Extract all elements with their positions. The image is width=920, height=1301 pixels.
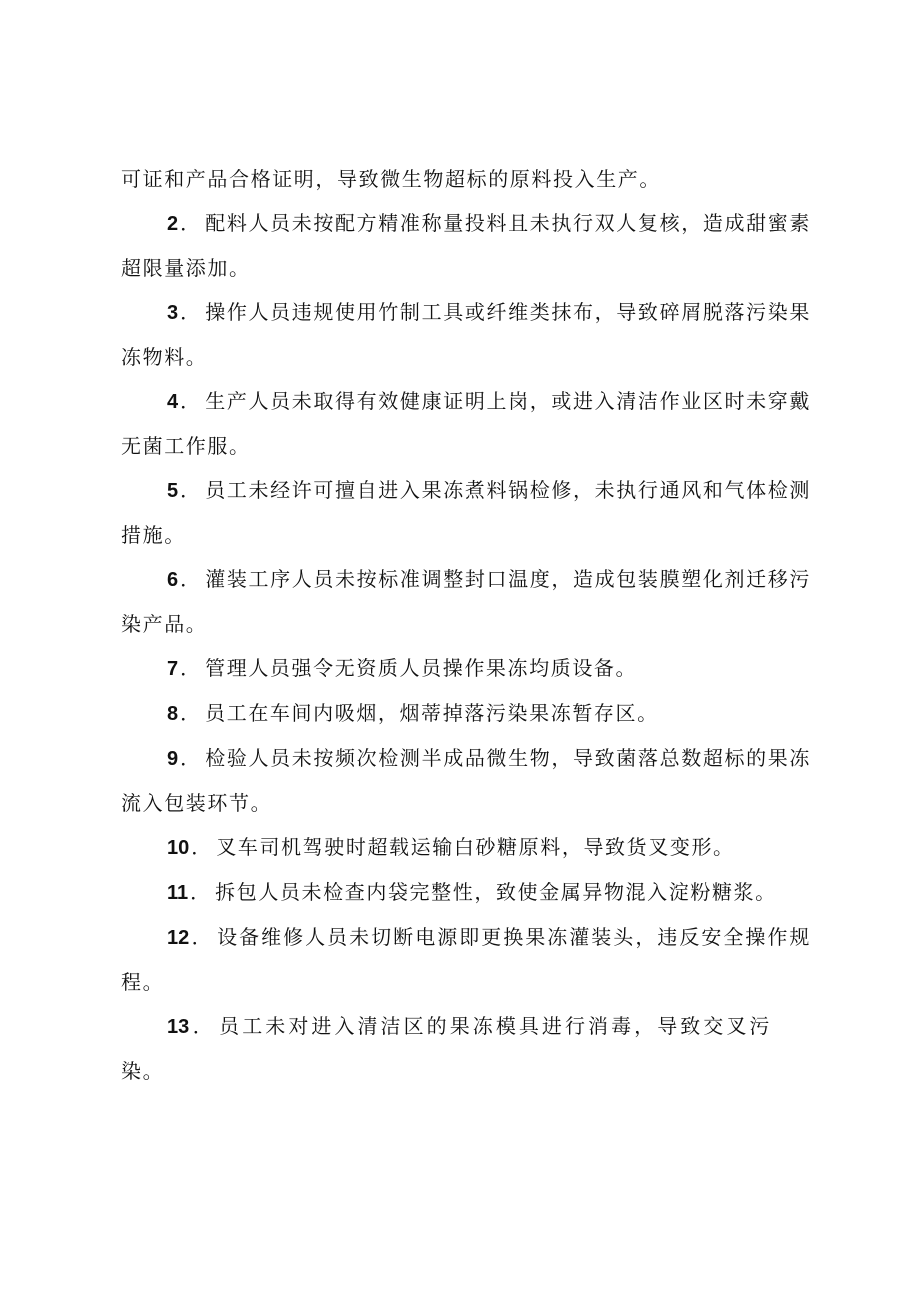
list-item xyxy=(121,691,811,736)
lead-paragraph xyxy=(121,157,811,201)
item-number: 5 xyxy=(167,480,179,502)
item-separator: ． xyxy=(190,880,215,904)
item-number: 13 xyxy=(167,1016,190,1038)
list-item xyxy=(121,1004,771,1093)
item-number: 7 xyxy=(167,658,179,680)
item-text: 配料人员未按配方精准称量投料且未执行双人复核，造成甜蜜素超限量添加。 xyxy=(121,211,811,280)
item-text: 拆包人员未检查内袋完整性，致使金属异物混入淀粉糖浆。 xyxy=(215,880,777,904)
item-text: 灌装工序人员未按标准调整封口温度，造成包装膜塑化剂迁移污染产品。 xyxy=(121,567,811,636)
item-separator: ． xyxy=(180,701,205,725)
list-item xyxy=(121,557,811,646)
item-text: 员工未对进入清洁区的果冻模具进行消毒，导致交叉污染。 xyxy=(121,1014,772,1083)
item-number: 9 xyxy=(167,748,179,770)
item-text: 员工未经许可擅自进入果冻煮料锅检修，未执行通风和气体检测措施。 xyxy=(121,478,811,547)
list-item xyxy=(121,468,811,557)
list-item xyxy=(121,870,811,915)
item-text: 生产人员未取得有效健康证明上岗，或进入清洁作业区时未穿戴无菌工作服。 xyxy=(121,389,811,458)
item-separator: ． xyxy=(180,567,205,591)
lead-paragraph-text: 可证和产品合格证明，导致微生物超标的原料投入生产。 xyxy=(121,167,661,191)
item-number: 4 xyxy=(167,391,179,413)
list-item xyxy=(121,736,811,825)
list-item xyxy=(121,915,811,1004)
item-text: 检验人员未按频次检测半成品微生物，导致菌落总数超标的果冻流入包装环节。 xyxy=(121,746,811,815)
item-number: 2 xyxy=(167,213,179,235)
item-separator: ． xyxy=(180,478,205,502)
list-item xyxy=(121,201,811,290)
item-separator: ． xyxy=(180,746,205,770)
item-separator: ． xyxy=(191,835,216,859)
item-number: 3 xyxy=(167,302,179,324)
item-number: 11 xyxy=(167,882,189,904)
list-item xyxy=(121,290,811,379)
document-body xyxy=(121,157,811,1093)
item-text: 叉车司机驾驶时超载运输白砂糖原料，导致货叉变形。 xyxy=(216,835,735,859)
item-text: 设备维修人员未切断电源即更换果冻灌装头，违反安全操作规程。 xyxy=(121,925,811,994)
item-number: 12 xyxy=(167,927,190,949)
item-number: 10 xyxy=(167,837,190,859)
item-separator: ． xyxy=(180,389,205,413)
item-text: 管理人员强令无资质人员操作果冻均质设备。 xyxy=(205,656,638,680)
list-item xyxy=(121,825,811,870)
item-number: 8 xyxy=(167,703,179,725)
item-separator: ． xyxy=(180,656,205,680)
item-text: 操作人员违规使用竹制工具或纤维类抹布，导致碎屑脱落污染果冻物料。 xyxy=(121,300,811,369)
item-separator: ． xyxy=(191,925,217,949)
item-text: 员工在车间内吸烟，烟蒂掉落污染果冻暂存区。 xyxy=(205,701,659,725)
list-item xyxy=(121,379,811,468)
item-separator: ． xyxy=(180,211,205,235)
item-separator: ． xyxy=(191,1014,219,1038)
item-separator: ． xyxy=(180,300,205,324)
list-item xyxy=(121,646,811,691)
item-number: 6 xyxy=(167,569,179,591)
